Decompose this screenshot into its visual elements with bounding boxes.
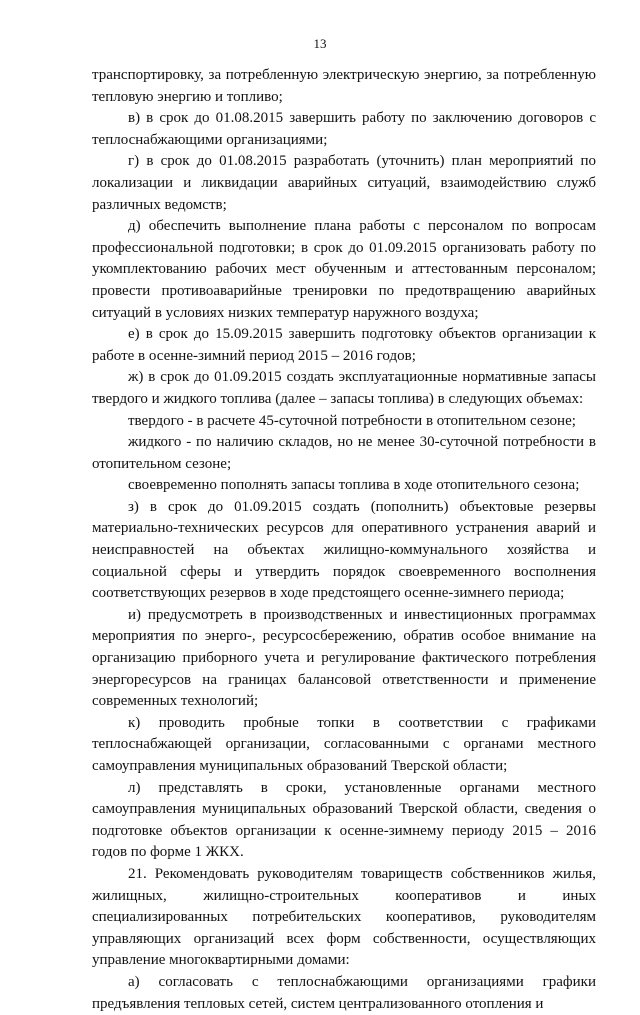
page-number: 13 — [313, 36, 327, 51]
paragraph-section-21: 21. Рекомендовать руководителям товариществ собственников жилья, жилищных, жилищно-строительных кооперативов и иных специализированных потребительских кооперативов, руководителям управляющих организаций всех форм собственности, осуществляющих управление многоквартирными домами: — [92, 865, 596, 969]
paragraph-item-d: д) обеспечить выполнение плана работы с персоналом по вопросам профессиональной подготовки; в срок до 01.09.2015 организовать работу по укомплектованию рабочих мест обученным и аттестованным персоналом; провести противоаварийные тренировки по предотвращению аварийных ситуаций в условиях низких температур наружного воздуха; — [92, 218, 596, 321]
paragraph-item-e: е) в срок до 15.09.2015 завершить подготовку объектов организации к работе в осенне-зимний период 2015 – 2016 годов; — [92, 326, 596, 364]
paragraph-liquid-fuel: жидкого - по наличию складов, но не менее 30-суточной потребности в отопительном сезоне; — [92, 434, 596, 472]
paragraph-item-k: к) проводить пробные топки в соответствии с графиками теплоснабжающей организации, согласованными с органами местного самоуправления муниципальных образований Тверской области; — [92, 714, 596, 774]
paragraph-item-i: и) предусмотреть в производственных и инвестиционных программах мероприятия по энерго-, ресурсосбережению, обратив особое внимание на организацию приборного учета и регулирование фактического потребления энергоресурсов на границах балансовой ответственности и применение современных технологий; — [92, 606, 596, 710]
paragraph-item-a: а) согласовать с теплоснабжающими организациями графики предъявления тепловых сетей, систем централизованного отопления и — [92, 973, 596, 1012]
paragraph-solid-fuel: твердого - в расчете 45-суточной потребности в отопительном сезоне; — [128, 412, 576, 429]
paragraph-continuation: транспортировку, за потребленную электрическую энергию, за потребленную тепловую энергию и топливо; — [92, 67, 596, 105]
paragraph-item-g: г) в срок до 01.08.2015 разработать (уточнить) план мероприятий по локализации и ликвидации аварийных ситуаций, взаимодействию служб различных ведомств; — [92, 153, 596, 213]
document-body — [92, 65, 596, 1015]
paragraph-item-l: л) представлять в сроки, установленные органами местного самоуправления муниципальных образований Тверской области, сведения о подготовке объектов организации к осенне-зимнему периоду 2015 – 2016 годов по форме 1 ЖКХ. — [92, 779, 596, 861]
paragraph-item-v: в) в срок до 01.08.2015 завершить работу по заключению договоров с теплоснабжающими организациями; — [92, 110, 596, 148]
paragraph-replenish-fuel: своевременно пополнять запасы топлива в ходе отопительного сезона; — [128, 477, 580, 494]
paragraph-item-z: з) в срок до 01.09.2015 создать (пополнить) объектовые резервы материально-технических ресурсов для оперативного устранения аварий и неисправностей на объектах жилищно-коммунального хозяйства и социальной сферы и утвердить порядок своевременного восполнения соответствующих резервов в ходе предстоящего осенне-зимнего периода; — [92, 498, 596, 602]
paragraph-item-zh: ж) в срок до 01.09.2015 создать эксплуатационные нормативные запасы твердого и жидкого топлива (далее – запасы топлива) в следующих объемах: — [92, 369, 596, 407]
